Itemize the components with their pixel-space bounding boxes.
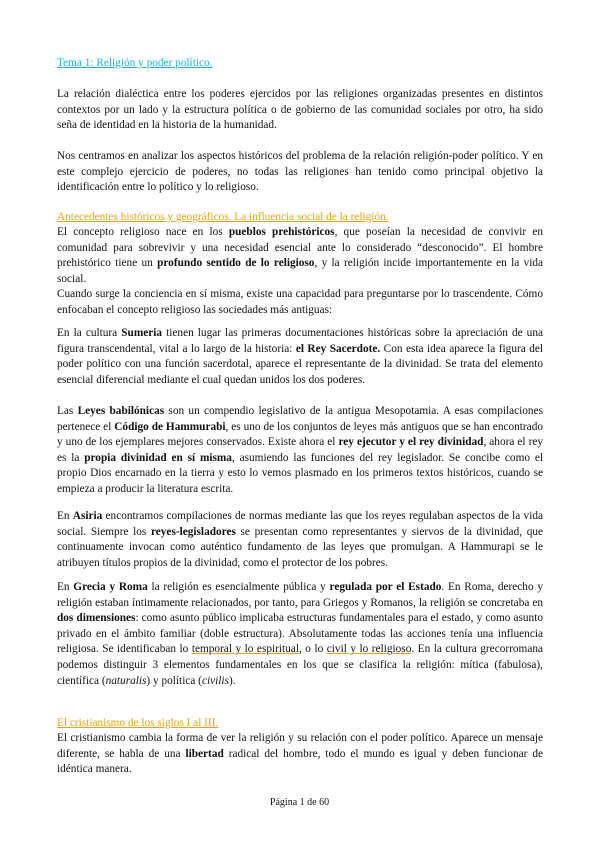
intro-paragraph-2: Nos centramos en analizar los aspectos históricos del problema de la relación religión-poder político. Y en este complejo ejercicio de poderes, no todas las religiones han tenido como principal objetivo la identificación entre lo político y lo religioso. bbox=[57, 150, 543, 194]
paragraph-cristianismo: El cristianismo cambia la forma de ver la religión y su relación con el poder político. Aparece un mensaje diferente, se habla de una libertad radical del hombre, todo el mundo es igual y deben funcionar de idéntica manera. bbox=[57, 732, 543, 776]
intro-paragraph-1: La relación dialéctica entre los poderes ejercidos por las religiones organizadas presentes en distintos contextos por un lado y la estructura política o de gobierno de las comunidad sociales por otro, ha sido seña de identidad en la historia de la humanidad. bbox=[57, 88, 543, 132]
paragraph-prehistoria bbox=[57, 225, 543, 319]
paragraph-babilonia: Las Leyes babilónicas son un compendio legislativo de la antigua Mesopotamia. A esas compilaciones pertenece el Código de Hammurabi, es uno de los conjuntos de leyes más antiguos que se han encontrado y uno de los ejemplares mejores conservados. Existe ahora el rey ejecutor y el rey divinidad, ahora el rey es la propia divinidad en sí misma, asumiendo las funciones del rey legislador. Se concibe como el propio Dios encarnado en la tierra y esto lo vemos plasmado en los primeros textos históricos, cuando se empieza a producir la literatura escrita. bbox=[57, 405, 543, 495]
underlined-temporal-espiritual: temporal y lo espiritual bbox=[191, 643, 299, 656]
paragraph-prehistoria-text: El concepto religioso nace en los pueblos prehistóricos, que poseían la necesidad de convivir en comunidad para sobrevivir y una necesidad esencial ante lo considerado “desconocido”. El hombre prehistórico tiene un profundo sentido de lo religioso, y la religión incide importantemente en la vida social. bbox=[57, 226, 543, 285]
paragraph-conciencia: Cuando surge la conciencia en sí misma, existe una capacidad para preguntarse por lo trascendente. Cómo enfocaban el concepto religioso las sociedades más antiguas: bbox=[57, 288, 543, 316]
section-heading-antecedentes: Antecedentes históricos y geográficos. La influencia social de la religión. bbox=[57, 211, 389, 223]
page-footer: Página 1 de 60 bbox=[269, 797, 330, 808]
paragraph-sumeria: En la cultura Sumeria tienen lugar las primeras documentaciones históricas sobre la apreciación de una figura transcendental, vital a lo largo de la historia: el Rey Sacerdote. Con esta idea aparece la figura del poder político con una función sacerdotal, aparece el representante de la divinidad. Se trata del elemento esencial diferencial mediante el cual quedan unidos los dos poderes. bbox=[57, 327, 543, 386]
section-heading-cristianismo: El cristianismo de los siglos I al III. bbox=[57, 717, 219, 729]
paragraph-asiria: En Asiria encontramos compilaciones de normas mediante las que los reyes regulaban aspectos de la vida social. Siempre los reyes-legisladores se presentan como representantes y siervos de la divinidad, que continuamente invocan como auténtico fundamento de las leyes que promulgan. A Hammurapi se le atribuyen títulos propios de la divinidad, como el protector de los pobres. bbox=[57, 510, 544, 569]
paragraph-grecia-roma: En Grecia y Roma la religión es esencialmente pública y regulada por el Estado. En Roma, derecho y religión estaban íntimamente relacionados, por tanto, para Griegos y Romanos, la religión se concretaba en dos dimensiones: como asunto público implicaba estructuras fundamentales para el estado, y como asunto privado en el ámbito familiar (doble estructura). Absolutamente todas las acciones tenía una influencia religiosa. Se identificaban lo temporal y lo espiritual, o lo civil y lo religioso. En la cultura grecorromana podemos distinguir 3 elementos fundamentales en los que se clasifica la religión: mítica (fabulosa), científica (naturalis) y política (civilis). bbox=[57, 581, 543, 687]
document-title: Tema 1: Religión y poder político. bbox=[57, 57, 213, 69]
underlined-civil-religioso: civil y lo religioso bbox=[326, 643, 412, 656]
